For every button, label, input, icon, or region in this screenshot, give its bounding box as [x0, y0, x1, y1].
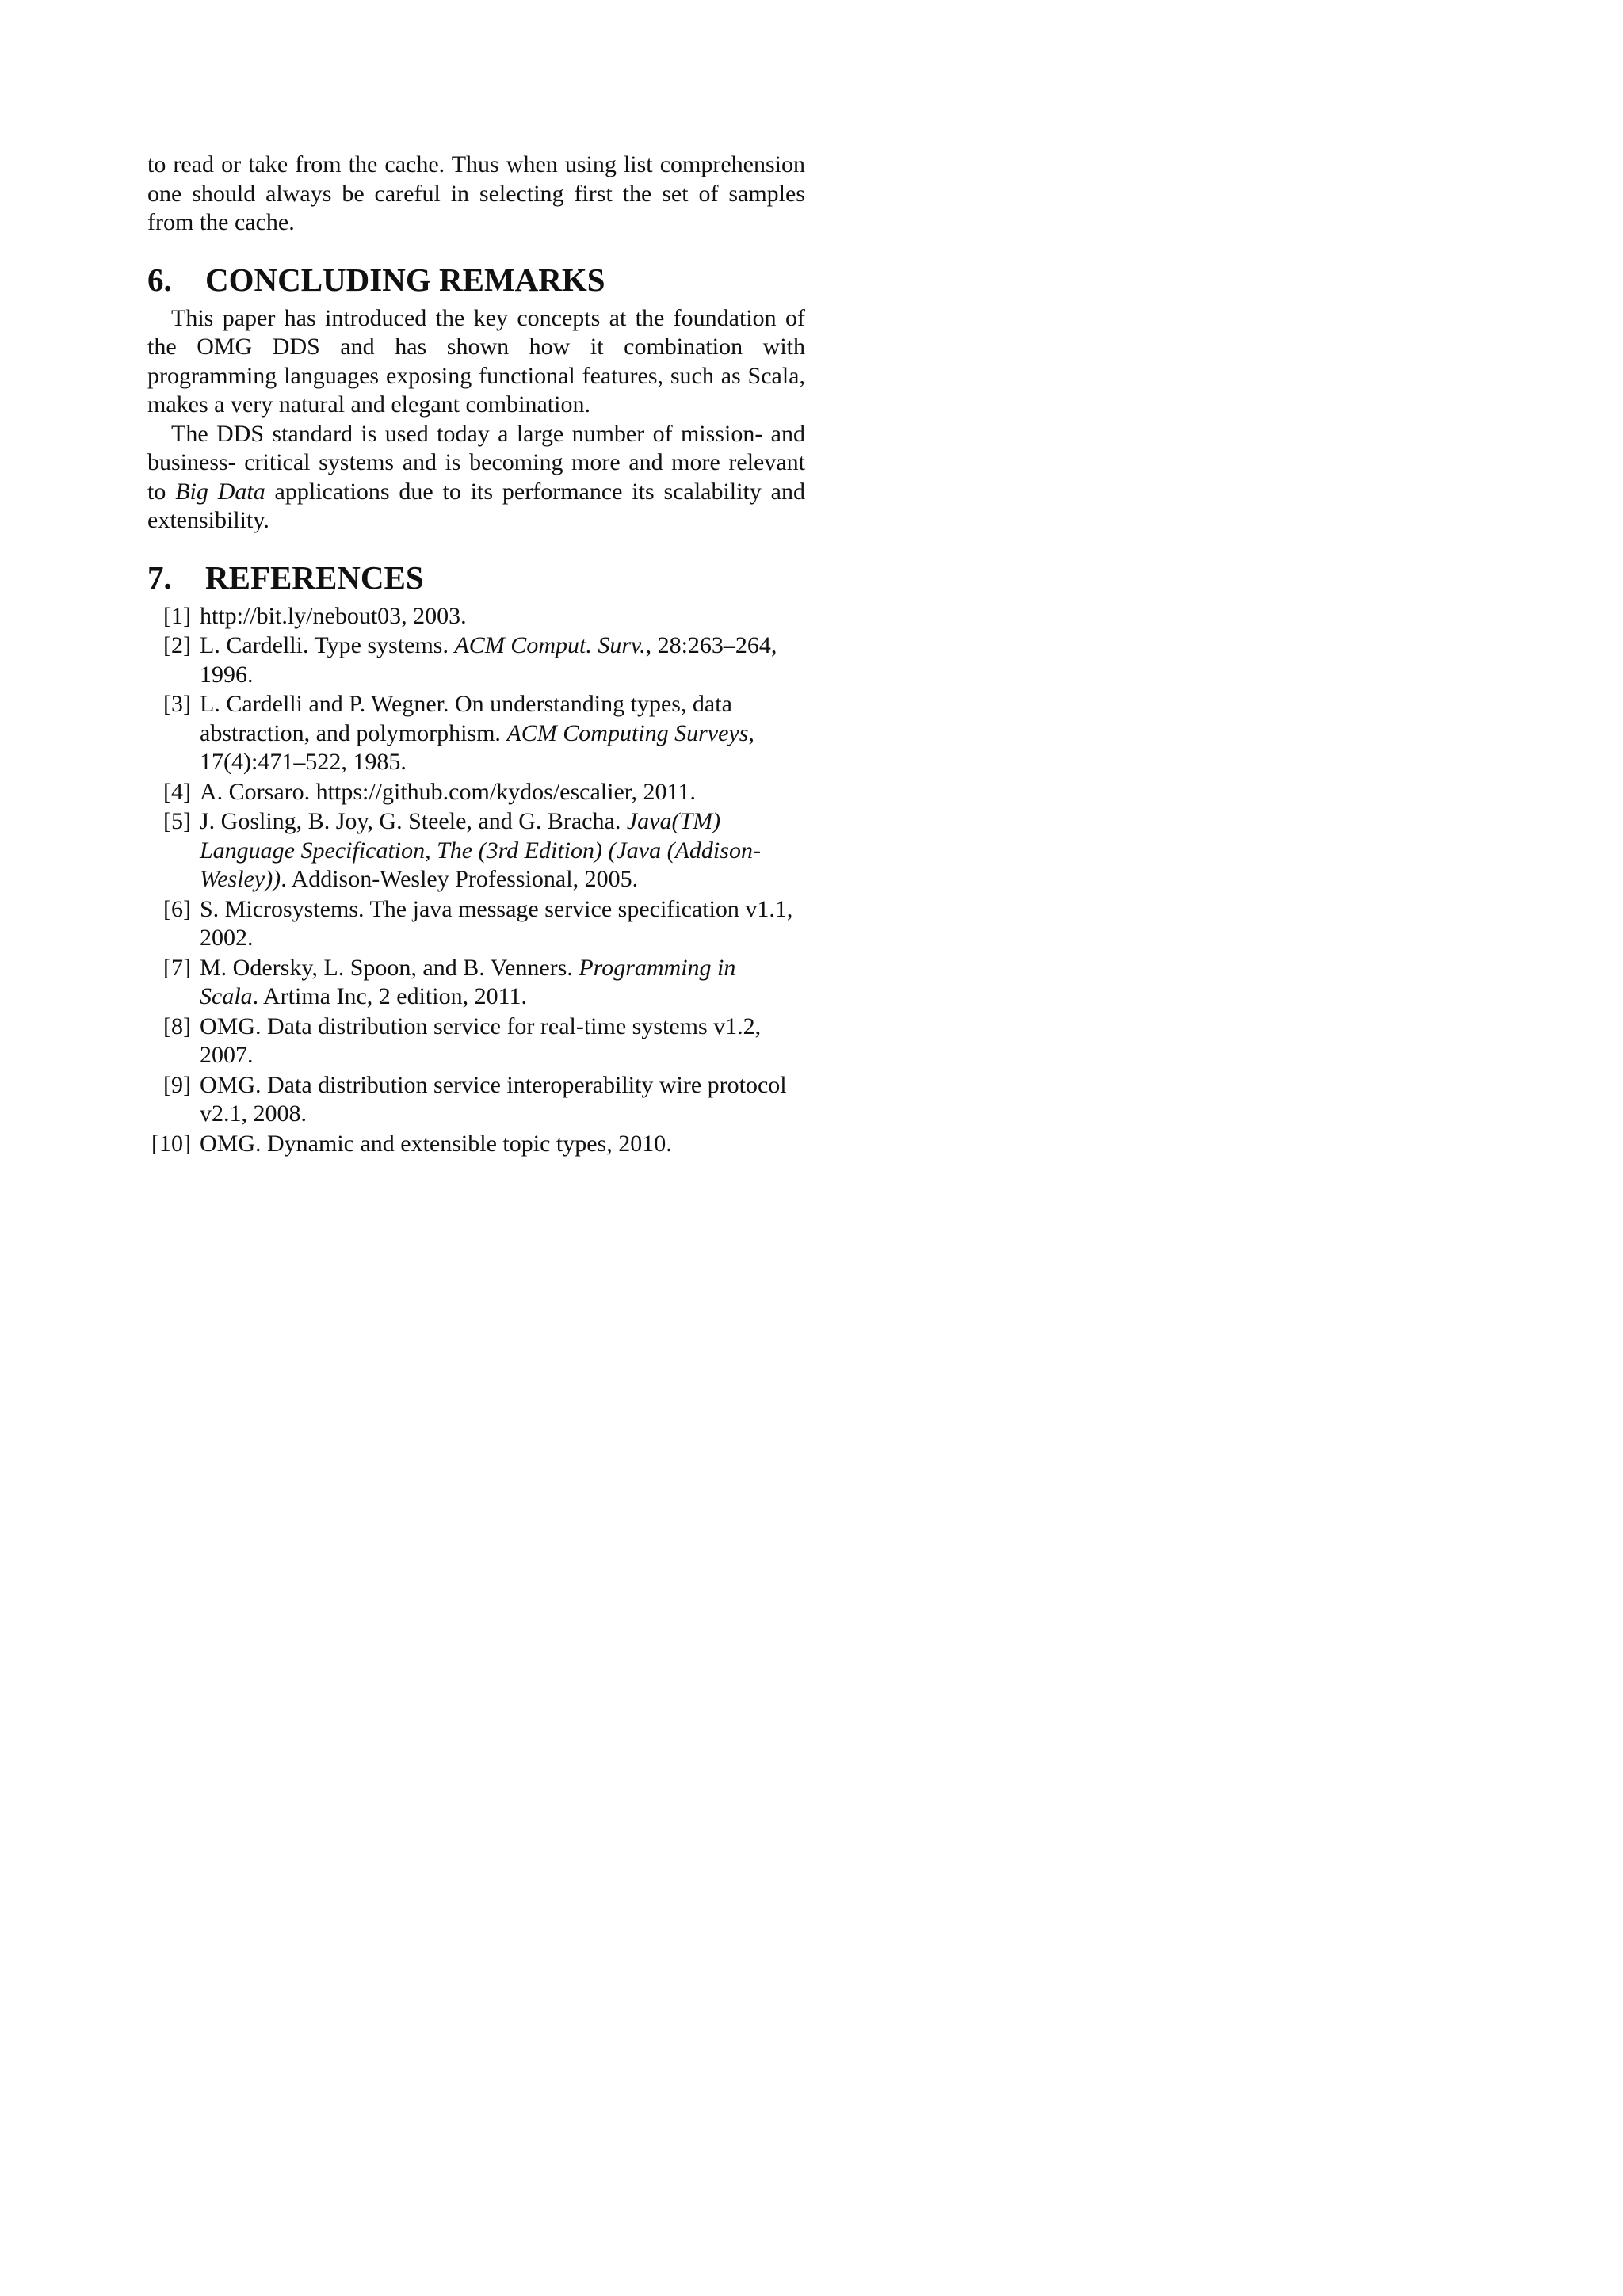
concluding-paragraph-1: This paper has introduced the key concepts at the foundation of the OMG DDS and has shown how it combination with programming languages exposing functional features, such as Scala, makes a very natural and elegant combination. — [147, 304, 805, 418]
intro-paragraph: to read or take from the cache. Thus when using list comprehension one should always be careful in selecting first the set of samples from the cache. — [147, 151, 805, 235]
reference-item — [147, 1130, 805, 1159]
reference-number: [5] — [163, 808, 191, 834]
concluding-paragraph-2-text-start: The DDS standard is used today a large number of mission- and business- critical systems and is becoming more and more relevant to — [147, 420, 805, 505]
reference-text: M. Odersky, L. Spoon, and B. Venners. — [200, 954, 579, 981]
reference-item — [147, 1071, 805, 1129]
reference-item — [147, 895, 805, 953]
section-6-heading — [147, 261, 805, 298]
reference-text: OMG. Data distribution service interoperability wire protocol v2.1, 2008. — [200, 1071, 787, 1127]
section-7-heading — [147, 559, 805, 596]
reference-item — [147, 690, 805, 777]
reference-text: OMG. Dynamic and extensible topic types, 2010. — [200, 1130, 672, 1157]
concluding-paragraph-2 — [147, 420, 805, 536]
reference-number: [9] — [163, 1071, 191, 1098]
reference-number: [10] — [151, 1130, 191, 1157]
reference-number: [1] — [163, 602, 191, 629]
reference-text: http://bit.ly/nebout03, 2003. — [200, 602, 467, 629]
reference-text: J. Gosling, B. Joy, G. Steele, and G. Bracha. — [200, 808, 627, 834]
reference-details: . Artima Inc, 2 edition, 2011. — [252, 983, 527, 1009]
reference-item — [147, 631, 805, 689]
reference-item — [147, 954, 805, 1012]
reference-details: . Addison-Wesley Professional, 2005. — [281, 866, 639, 892]
reference-venue: ACM Computing Surveys — [506, 719, 749, 746]
reference-venue: ACM Comput. Surv. — [454, 632, 646, 658]
text-column — [147, 151, 805, 1159]
reference-list — [147, 602, 805, 1159]
reference-item — [147, 778, 805, 807]
reference-text: OMG. Data distribution service for real-time systems v1.2, 2007. — [200, 1013, 762, 1068]
reference-number: [2] — [163, 632, 191, 658]
reference-text: L. Cardelli. Type systems. — [200, 632, 455, 658]
big-data-emphasis: Big Data — [175, 478, 265, 505]
reference-number: [3] — [163, 691, 191, 717]
reference-text: A. Corsaro. https://github.com/kydos/escalier, 2011. — [200, 778, 696, 805]
reference-text: S. Microsystems. The java message service specification v1.1, 2002. — [200, 895, 793, 951]
reference-item — [147, 807, 805, 894]
reference-details: , 17(4):471–522, 1985. — [200, 719, 754, 775]
section-7-title: REFERENCES — [205, 559, 424, 596]
reference-text: L. Cardelli and P. Wegner. On understanding types, data abstraction, and polymorphism. — [200, 691, 732, 746]
section-7-number: 7. — [147, 559, 172, 596]
reference-details: , 28:263–264, 1996. — [200, 632, 777, 688]
reference-number: [6] — [163, 895, 191, 922]
section-6-title: CONCLUDING REMARKS — [205, 261, 605, 298]
reference-number: [8] — [163, 1013, 191, 1039]
section-6-number: 6. — [147, 261, 172, 298]
reference-number: [4] — [163, 778, 191, 805]
reference-item — [147, 1013, 805, 1070]
concluding-paragraph-2-text-end: applications due to its performance its scalability and extensibility. — [147, 478, 805, 533]
reference-number: [7] — [163, 954, 191, 981]
reference-venue: Java(TM) Language Specification, The (3rd Edition) (Java (Addison-Wesley)) — [200, 808, 761, 892]
reference-item — [147, 602, 805, 631]
reference-venue: Programming in Scala — [200, 954, 736, 1009]
